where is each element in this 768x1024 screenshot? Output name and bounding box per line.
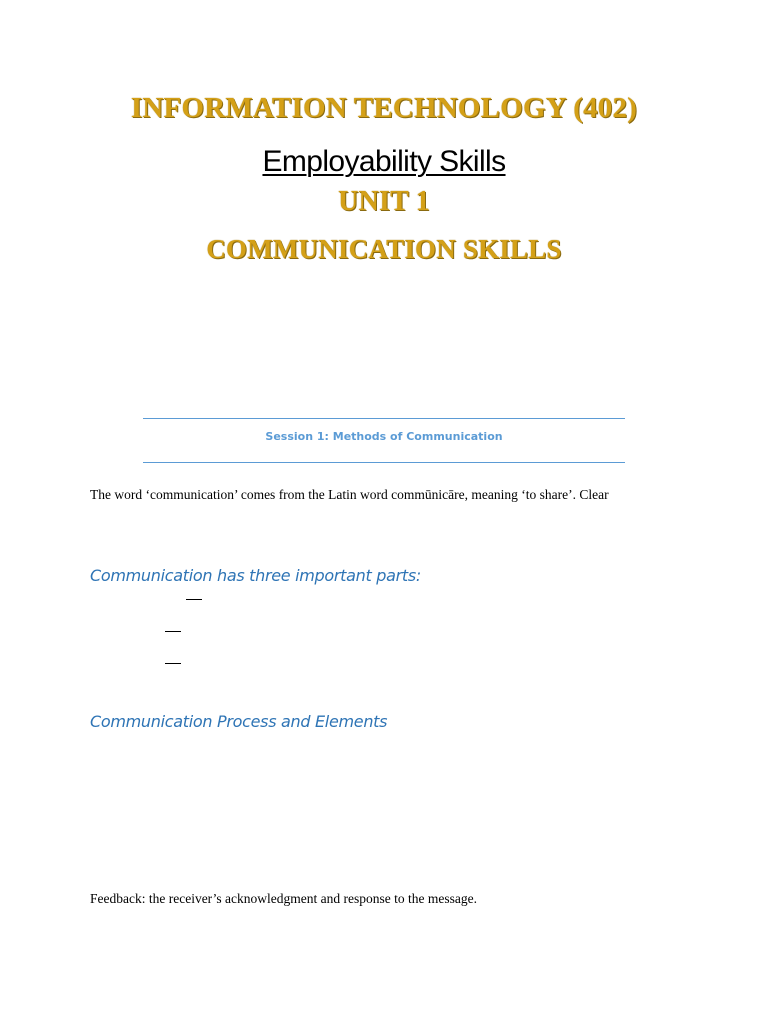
unit-title: COMMUNICATION SKILLS: [206, 234, 562, 264]
intro-paragraph: The word ‘communication’ comes from the Latin word commūnicāre, meaning ‘to share’. Clear: [90, 487, 609, 502]
process-heading: Communication Process and Elements: [90, 712, 388, 731]
session-bottom-divider: [143, 462, 625, 463]
parts-heading: Communication has three important parts:: [90, 566, 422, 585]
document-title: INFORMATION TECHNOLOGY (402): [130, 92, 638, 124]
list-dash: [165, 631, 181, 632]
list-dash: [186, 599, 202, 600]
session-heading: Session 1: Methods of Communication: [265, 430, 503, 443]
session-top-divider: [143, 418, 625, 419]
list-dash: [165, 663, 181, 664]
document-subtitle: [0, 145, 768, 179]
feedback-line: Feedback: the receiver’s acknowledgment and response to the message.: [90, 891, 477, 906]
unit-label: UNIT 1: [338, 186, 430, 217]
subtitle-text: Employability Skills: [262, 145, 506, 178]
